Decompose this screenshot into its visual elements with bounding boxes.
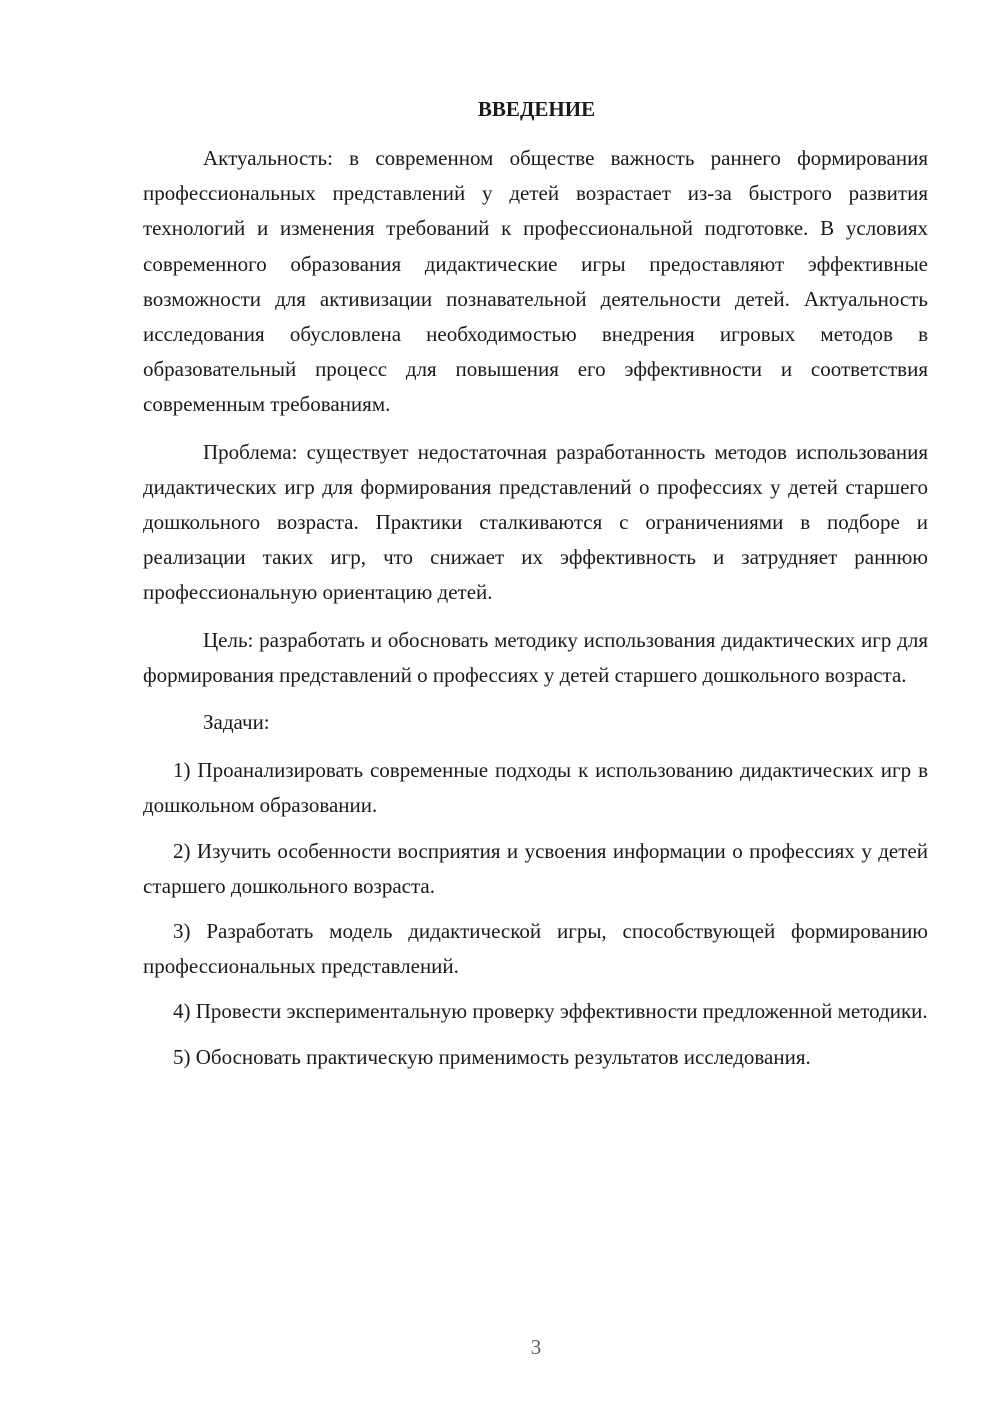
document-page [143,94,928,1085]
tasks-list [143,753,928,1075]
problem-paragraph: Проблема: существует недостаточная разработанность методов использования дидактических игр для формирования представлений о профессиях у детей старшего дошкольного возраста. Практики сталкиваются с ограничениями в подборе и реализации таких игр, что снижает их эффективность и затрудняет раннюю профессиональную ориентацию детей. [143,439,928,605]
tasks-heading: Задачи: [203,710,270,735]
task-item: 2) Изучить особенности восприятия и усвоения информации о профессиях у детей старшего дошкольного возраста. [143,838,928,898]
task-item: 5) Обосновать практическую применимость результатов исследования. [173,1044,811,1069]
task-item: 1) Проанализировать современные подходы к использованию дидактических игр в дошкольном образовании. [143,758,928,818]
task-item: 3) Разработать модель дидактической игры, способствующей формированию профессиональных представлений. [143,919,928,979]
page-number: 3 [530,1335,542,1359]
relevance-paragraph: Актуальность: в современном обществе важность раннего формирования профессиональных представлений у детей возрастает из-за быстрого развития технологий и изменения требований к профессиональной подготовке. В условиях современного образования дидактические игры предоставляют эффективные возможности для активизации познавательной деятельности детей. Актуальность исследования обусловлена необходимостью внедрения игровых методов в образовательный процесс для повышения его эффективности и соответствия современным требованиям. [143,146,928,417]
task-item: 4) Провести экспериментальную проверку эффективности предложенной методики. [173,999,928,1024]
section-title: ВВЕДЕНИЕ [477,97,596,121]
goal-paragraph: Цель: разработать и обосновать методику использования дидактических игр для формирования представлений о профессиях у детей старшего дошкольного возраста. [143,627,928,687]
